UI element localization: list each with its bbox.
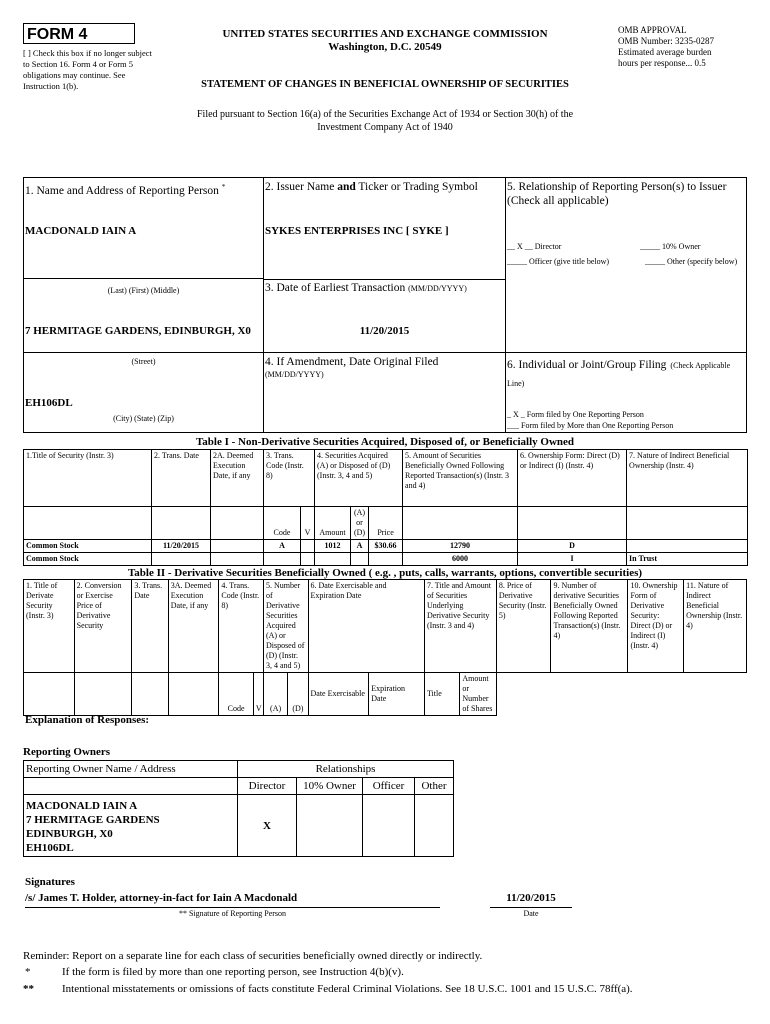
table-row xyxy=(24,540,748,553)
owners-col-officer: Officer xyxy=(363,778,415,795)
t2-h-price: 8. Price of Derivative Security (Instr. 5) xyxy=(496,580,551,673)
t1-h-form: 6. Ownership Form: Direct (D) or Indirect (I) (Instr. 4) xyxy=(518,450,627,507)
reporting-person-street: 7 HERMITAGE GARDENS, EDINBURGH, X0 xyxy=(25,325,251,337)
box2-label: 2. Issuer Name and Ticker or Trading Symbol xyxy=(265,181,478,193)
t1-r0-price: $30.66 xyxy=(369,540,403,553)
table-row xyxy=(24,553,748,566)
signatures-heading: Signatures xyxy=(25,876,75,888)
reporting-person-city: EH106DL xyxy=(25,397,73,409)
relationship-officer: _____ Officer (give title below) xyxy=(507,257,610,266)
t2-sub-a: (A) xyxy=(263,673,287,716)
t1-r1-owned: 6000 xyxy=(403,553,518,566)
t1-r1-code xyxy=(264,553,301,566)
t1-sub-ad: (A) or (D) xyxy=(351,507,369,540)
agency-name: UNITED STATES SECURITIES AND EXCHANGE COMMISSION xyxy=(222,28,548,40)
t2-h-conversion: 2. Conversion or Exercise Price of Derivative Security xyxy=(74,580,132,673)
reminder-text: Reminder: Report on a separate line for each class of securities beneficially owned directly or indirectly. xyxy=(23,950,483,962)
agency-header xyxy=(185,28,585,54)
t2-sub-title: Title xyxy=(424,673,459,716)
t1-r0-title: Common Stock xyxy=(24,540,152,553)
t2-sub-expiration: Expiration Date xyxy=(369,673,425,716)
filed-pursuant xyxy=(120,108,650,134)
t1-r1-date xyxy=(152,553,211,566)
divider xyxy=(23,352,264,353)
table2-title: Table II - Derivative Securities Beneficially Owned ( e.g. , puts, calls, warrants, options, convertible securities) xyxy=(127,567,643,579)
t2-h-code: 4. Trans. Code (Instr. 8) xyxy=(219,580,264,673)
t2-sub-v: V xyxy=(253,673,263,716)
t1-r0-form: D xyxy=(518,540,627,553)
owners-col-ten-pct: 10% Owner xyxy=(297,778,363,795)
box1-label: 1. Name and Address of Reporting Person * xyxy=(25,183,226,197)
issuer-name: SYKES ENTERPRISES INC [ SYKE ] xyxy=(265,225,449,237)
t1-r1-deemed xyxy=(211,553,264,566)
t1-r0-ad: A xyxy=(351,540,369,553)
t2-sub-exercisable: Date Exercisable xyxy=(308,673,369,716)
t1-h-securities: 4. Securities Acquired (A) or Disposed of (D) (Instr. 3, 4 and 5) xyxy=(315,450,403,507)
t1-h-owned: 5. Amount of Securities Beneficially Owned Following Reported Transaction(s) (Instr. 3 and 4) xyxy=(403,450,518,507)
box5-label: 5. Relationship of Reporting Person(s) to Issuer (Check all applicable) xyxy=(507,181,727,207)
t1-r0-amount: 1012 xyxy=(315,540,351,553)
t1-sub-v: V xyxy=(301,507,315,540)
t2-h-underlying: 7. Title and Amount of Securities Underlying Derivative Security (Instr. 3 and 4) xyxy=(424,580,496,673)
statement-title: STATEMENT OF CHANGES IN BENEFICIAL OWNERSHIP OF SECURITIES xyxy=(201,79,569,90)
divider xyxy=(23,278,264,279)
signature-label: ** Signature of Reporting Person xyxy=(178,909,287,918)
t1-r1-form: I xyxy=(518,553,627,566)
note1-mark: * xyxy=(25,966,31,978)
form-title: FORM 4 xyxy=(23,23,135,44)
box4-label: 4. If Amendment, Date Original Filed xyxy=(265,356,439,368)
omb-approval xyxy=(618,25,758,69)
owners-col-other: Other xyxy=(415,778,454,795)
agency-city: Washington, D.C. 20549 xyxy=(328,41,442,53)
filing-more-persons: ___ Form filed by More than One Reporting Person xyxy=(507,421,674,430)
t1-h-nature: 7. Nature of Indirect Beneficial Ownership (Instr. 4) xyxy=(627,450,748,507)
box3-label: 3. Date of Earliest Transaction (MM/DD/YYYY) xyxy=(265,282,467,294)
check-note: [ ] Check this box if no longer subject to Section 16. Form 4 or Form 5 obligations may continue. See Instruction 1(b). xyxy=(23,48,152,91)
t1-h-deemed: 2A. Deemed Execution Date, if any xyxy=(211,450,264,507)
t1-r1-v xyxy=(301,553,315,566)
t2-h-form: 10. Ownership Form of Derivative Security: Direct (D) or Indirect (I) (Instr. 4) xyxy=(628,580,684,673)
note2-mark: ** xyxy=(23,983,34,995)
t1-r1-price xyxy=(369,553,403,566)
t1-h-title: 1.Title of Security (Instr. 3) xyxy=(24,450,152,507)
street-label: (Street) xyxy=(131,357,156,366)
omb-title: OMB APPROVAL xyxy=(618,25,687,35)
table1-title: Table I - Non-Derivative Securities Acquired, Disposed of, or Beneficially Owned xyxy=(195,436,575,448)
signature-line xyxy=(25,907,440,908)
date-label: Date xyxy=(523,909,539,918)
owner-director-mark: X xyxy=(238,795,297,857)
omb-burden: Estimated average burden xyxy=(618,47,712,57)
table2 xyxy=(23,579,747,716)
table-row xyxy=(24,795,454,857)
omb-hours: hours per response... 0.5 xyxy=(618,58,706,68)
owners-table xyxy=(23,760,454,857)
t2-sub-amount: Amount or Number of Shares xyxy=(460,673,496,716)
t1-h-date: 2. Trans. Date xyxy=(152,450,211,507)
t1-r0-nature xyxy=(627,540,748,553)
box-reporting-person xyxy=(23,177,264,433)
t2-h-exercisable: 6. Date Exercisable and Expiration Date xyxy=(308,580,424,673)
t1-r1-amount xyxy=(315,553,351,566)
omb-number: OMB Number: 3235-0287 xyxy=(618,36,714,46)
date-line xyxy=(490,907,572,908)
t1-r0-v xyxy=(301,540,315,553)
earliest-transaction-date: 11/20/2015 xyxy=(359,325,410,337)
note1-text: If the form is filed by more than one reporting person, see Instruction 4(b)(v). xyxy=(62,966,404,978)
t2-h-date: 3. Trans. Date xyxy=(132,580,168,673)
t2-h-nature: 11. Nature of Indirect Beneficial Ownership (Instr. 4) xyxy=(684,580,747,673)
relationship-director: __ X __ Director xyxy=(507,242,562,251)
city-label: (City) (State) (Zip) xyxy=(113,414,174,423)
t2-h-deemed: 3A. Deemed Execution Date, if any xyxy=(168,580,219,673)
note2-text: Intentional misstatements or omissions of facts constitute Federal Criminal Violations. See 18 U.S.C. 1001 and 15 U.S.C. 78ff(a). xyxy=(62,983,633,995)
t1-r0-deemed xyxy=(211,540,264,553)
owners-col-name: Reporting Owner Name / Address xyxy=(24,761,238,778)
t2-sub-d: (D) xyxy=(288,673,308,716)
t2-h-title: 1. Title of Derivate Security (Instr. 3) xyxy=(24,580,75,673)
t1-sub-price: Price xyxy=(369,507,403,540)
owners-col-relationships: Relationships xyxy=(238,761,454,778)
t2-h-number: 5. Number of Derivative Securities Acquired (A) or Disposed of (D) (Instr. 3, 4 and 5) xyxy=(263,580,308,673)
owner-name-address: MACDONALD IAIN A 7 HERMITAGE GARDENS EDINBURGH, X0 EH106DL xyxy=(24,795,238,857)
t2-sub-code: Code xyxy=(219,673,253,716)
signer-name: /s/ James T. Holder, attorney-in-fact for Iain A Macdonald xyxy=(25,892,298,904)
box4-format: (MM/DD/YYYY) xyxy=(265,370,324,379)
t1-r0-owned: 12790 xyxy=(403,540,518,553)
filed-line-2: Investment Company Act of 1940 xyxy=(317,122,453,133)
signature-date: 11/20/2015 xyxy=(506,892,556,904)
name-parts-label: (Last) (First) (Middle) xyxy=(107,286,180,295)
filing-one-person: _ X _ Form filed by One Reporting Person xyxy=(507,410,644,419)
t1-h-code: 3. Trans. Code (Instr. 8) xyxy=(264,450,315,507)
t1-r0-code: A xyxy=(264,540,301,553)
t1-sub-amount: Amount xyxy=(315,507,351,540)
filed-line-1: Filed pursuant to Section 16(a) of the Securities Exchange Act of 1934 or Section 30(h) of the xyxy=(196,109,574,120)
explanation-heading: Explanation of Responses: xyxy=(25,714,150,726)
t1-r0-date: 11/20/2015 xyxy=(152,540,211,553)
table1 xyxy=(23,449,748,566)
t1-r1-nature: In Trust xyxy=(627,553,748,566)
owners-heading: Reporting Owners xyxy=(23,746,111,758)
reporting-person-name: MACDONALD IAIN A xyxy=(25,225,137,237)
t1-sub-code: Code xyxy=(264,507,301,540)
box6-label: 6. Individual or Joint/Group Filing (Check Applicable Line) xyxy=(507,359,731,388)
relationship-other: _____ Other (specify below) xyxy=(645,257,738,266)
relationship-ten-pct: _____ 10% Owner xyxy=(640,242,701,251)
t1-r1-ad xyxy=(351,553,369,566)
t1-r1-title: Common Stock xyxy=(24,553,152,566)
t2-h-owned: 9. Number of derivative Securities Beneficially Owned Following Reported Transaction(s) (Instr. 4) xyxy=(551,580,628,673)
owners-col-director: Director xyxy=(238,778,297,795)
